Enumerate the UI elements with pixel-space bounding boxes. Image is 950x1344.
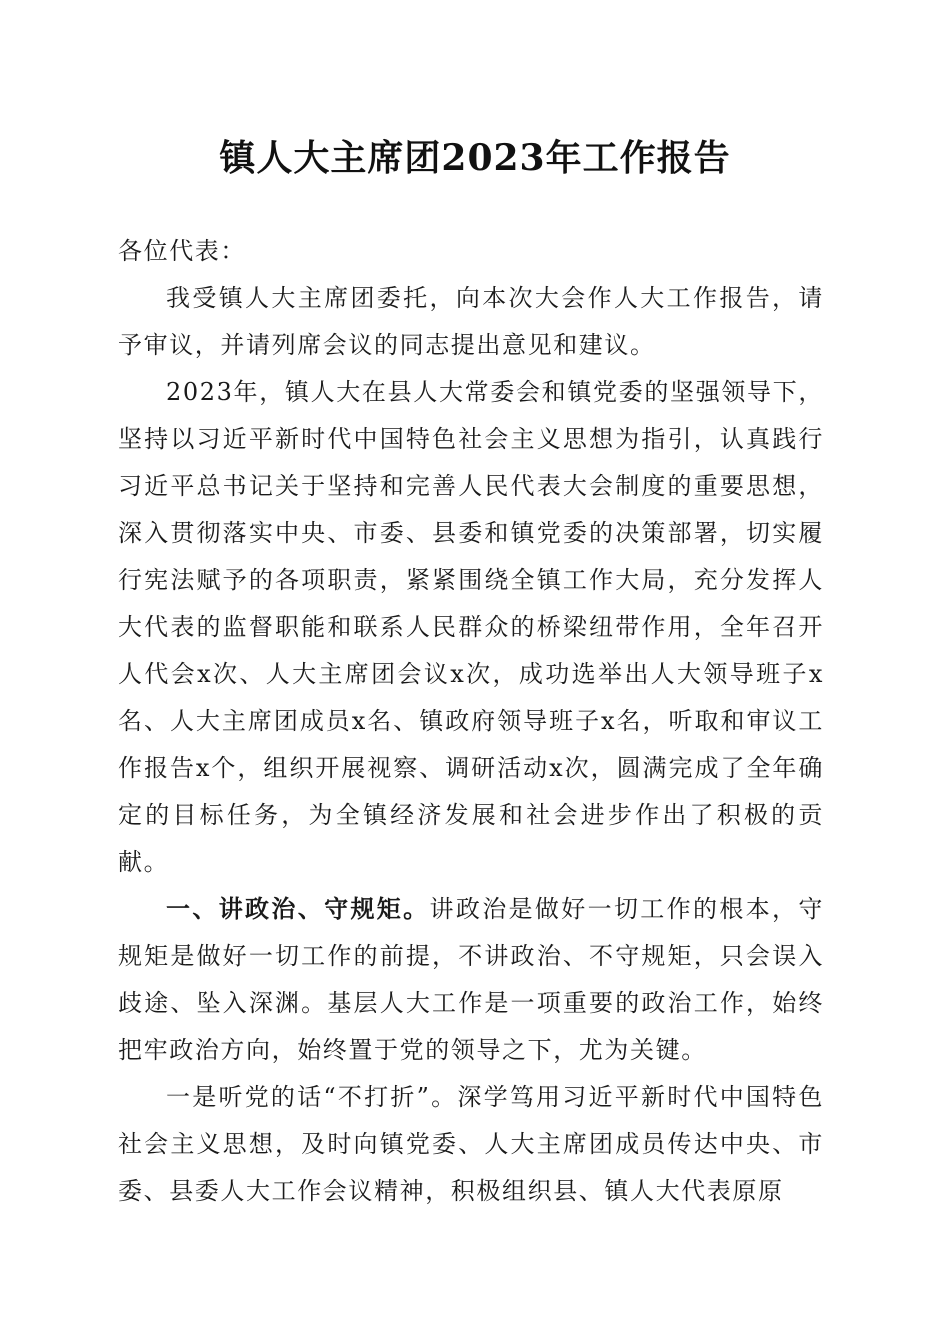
paragraph-intro [118,275,824,369]
paragraph-point-one [118,1074,824,1215]
paragraph-text: 一是听党的话“不打折”。深学笃用习近平新时代中国特色社会主义思想，及时向镇党委、人大主席团成员传达中央、市委、县委人大工作会议精神，积极组织县、镇人大代表原原 [118,1083,824,1205]
paragraph-text: 我受镇人大主席团委托，向本次大会作人大工作报告，请予审议，并请列席会议的同志提出意见和建议。 [118,284,824,359]
section-heading: 一、讲政治、守规矩。 [166,895,430,923]
salutation: 各位代表： [118,237,246,265]
document-title: 镇人大主席团2023年工作报告 [219,137,731,179]
paragraph-text: 2023年，镇人大在县人大常委会和镇党委的坚强领导下，坚持以习近平新时代中国特色社会主义思想为指引，认真践行习近平总书记关于坚持和完善人民代表大会制度的重要思想，深入贯彻落实中央、市委、县委和镇党委的决策部署，切实履行宪法赋予的各项职责，紧紧围绕全镇工作大局，充分发挥人大代表的监督职能和联系人民群众的桥梁纽带作用，全年召开人代会x次、人大主席团会议x次，成功选举出人大领导班子x名、人大主席团成员x名、镇政府领导班子x名，听取和审议工作报告x个，组织开展视察、调研活动x次，圆满完成了全年确定的目标任务，为全镇经济发展和社会进步作出了积极的贡献。 [118,378,824,876]
paragraph-section-one [118,886,824,1074]
paragraph-text: 讲政治是做好一切工作的根本，守规矩是做好一切工作的前提，不讲政治、不守规矩，只会误入歧途、坠入深渊。基层人大工作是一项重要的政治工作，始终把牢政治方向，始终置于党的领导之下，尤为关键。 [118,895,824,1064]
paragraph-summary-2023 [118,369,824,886]
document-body [118,228,824,1215]
